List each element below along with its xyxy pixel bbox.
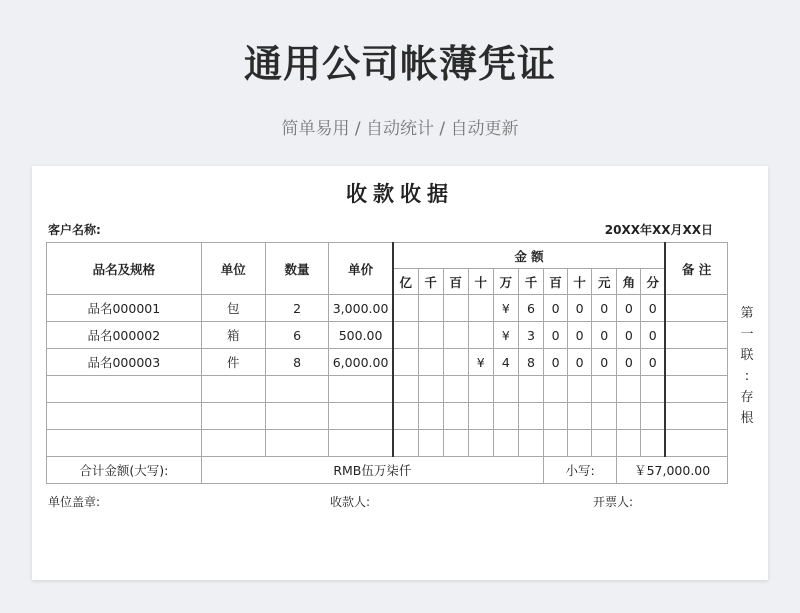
amount-digit-cell: 4 [493, 349, 518, 376]
price-cell: 3,000.00 [329, 295, 393, 322]
amount-digit-cell [592, 403, 617, 430]
copy-note-char: 一 [740, 327, 754, 342]
receipt-title: 收款收据 [346, 182, 454, 206]
copy-note [737, 303, 757, 429]
digit-header-cell: 十 [568, 269, 592, 295]
amount-digit-cell [443, 376, 468, 403]
amount-digit-cell: 0 [544, 322, 568, 349]
receipt-date: 20XX年XX月XX日 [604, 223, 713, 237]
amount-digit-cell [418, 295, 443, 322]
amount-digit-cell [568, 403, 592, 430]
unit-cell: 件 [201, 349, 265, 376]
amount-digit-cell [468, 430, 493, 457]
amount-digit-cell [518, 430, 543, 457]
amount-digit-cell: 0 [641, 295, 665, 322]
header-remark: 备 注 [665, 243, 727, 295]
amount-digit-cell: 0 [617, 295, 641, 322]
remark-cell [665, 376, 727, 403]
amount-digit-cell [493, 430, 518, 457]
amount-digit-cell [393, 322, 418, 349]
amount-digit-cell: 3 [518, 322, 543, 349]
amount-digit-cell: 0 [592, 349, 617, 376]
amount-digit-cell [393, 376, 418, 403]
amount-digit-cell [592, 376, 617, 403]
amount-digit-cell [418, 403, 443, 430]
amount-digit-cell: 0 [568, 322, 592, 349]
unit-cell: 箱 [201, 322, 265, 349]
header-item: 品名及规格 [47, 243, 202, 295]
item-cell: 品名000003 [47, 349, 202, 376]
qty-cell [265, 403, 328, 430]
amount-digit-cell [418, 349, 443, 376]
remark-cell [665, 403, 727, 430]
digit-header-cell: 千 [418, 269, 443, 295]
issuer-label: 开票人: [593, 495, 634, 509]
amount-digit-cell: 0 [617, 322, 641, 349]
amount-digit-cell: 0 [568, 349, 592, 376]
table-row [47, 376, 728, 403]
amount-digit-cell: ¥ [468, 349, 493, 376]
price-cell [329, 403, 393, 430]
amount-digit-cell [393, 295, 418, 322]
amount-digit-cell [418, 430, 443, 457]
digit-header-cell: 千 [518, 269, 543, 295]
amount-digit-cell [493, 403, 518, 430]
amount-digit-cell: 0 [641, 322, 665, 349]
copy-note-char: 存 [740, 390, 754, 405]
amount-digit-cell: 0 [544, 295, 568, 322]
total-row [47, 457, 728, 484]
header-qty: 数量 [265, 243, 328, 295]
amount-digit-cell: 0 [592, 295, 617, 322]
table-row [47, 349, 728, 376]
page-title: 通用公司帐薄凭证 [243, 42, 556, 86]
amount-digit-cell [568, 376, 592, 403]
item-cell [47, 403, 202, 430]
qty-cell [265, 376, 328, 403]
digit-header-cell: 百 [443, 269, 468, 295]
remark-cell [665, 349, 727, 376]
amount-digit-cell: 0 [641, 349, 665, 376]
amount-digit-cell [568, 430, 592, 457]
amount-digit-cell [443, 322, 468, 349]
subtotal-value: ￥57,000.00 [617, 457, 728, 484]
remark-cell [665, 295, 727, 322]
price-cell [329, 376, 393, 403]
total-uppercase: RMB伍万柒仟 [201, 457, 543, 484]
copy-note-char: 联 [740, 348, 754, 363]
digit-header-cell: 十 [468, 269, 493, 295]
digit-header-cell: 万 [493, 269, 518, 295]
remark-cell [665, 322, 727, 349]
price-cell [329, 430, 393, 457]
amount-digit-cell [592, 430, 617, 457]
amount-digit-cell [493, 376, 518, 403]
receipt-sheet [32, 166, 768, 580]
amount-digit-cell: ¥ [493, 322, 518, 349]
item-cell: 品名000001 [47, 295, 202, 322]
amount-digit-cell: 0 [617, 349, 641, 376]
digit-header-cell: 分 [641, 269, 665, 295]
total-label: 合计金额(大写): [47, 457, 202, 484]
unit-cell [201, 430, 265, 457]
amount-digit-cell [393, 430, 418, 457]
amount-digit-cell [617, 430, 641, 457]
amount-digit-cell: 6 [518, 295, 543, 322]
table-row [47, 295, 728, 322]
amount-digit-cell: 0 [568, 295, 592, 322]
page-subtitle: 简单易用 / 自动统计 / 自动更新 [281, 119, 519, 139]
amount-digit-cell [468, 403, 493, 430]
digit-header-cell: 百 [544, 269, 568, 295]
qty-cell: 6 [265, 322, 328, 349]
table-row [47, 430, 728, 457]
amount-digit-cell [393, 349, 418, 376]
amount-digit-cell [641, 403, 665, 430]
receipt-table [46, 242, 728, 484]
copy-note-char: : [744, 369, 750, 384]
seal-label: 单位盖章: [48, 495, 101, 509]
header-unit: 单位 [201, 243, 265, 295]
amount-digit-cell [641, 430, 665, 457]
amount-digit-cell [617, 376, 641, 403]
header-amount: 金 额 [393, 243, 665, 269]
table-row [47, 403, 728, 430]
table-row [47, 322, 728, 349]
qty-cell [265, 430, 328, 457]
unit-cell [201, 403, 265, 430]
remark-cell [665, 430, 727, 457]
qty-cell: 2 [265, 295, 328, 322]
digit-header-cell: 角 [617, 269, 641, 295]
copy-note-char: 根 [740, 411, 754, 426]
copy-note-char: 第 [740, 306, 754, 321]
amount-digit-cell [418, 376, 443, 403]
unit-cell [201, 376, 265, 403]
amount-digit-cell [544, 403, 568, 430]
item-cell [47, 430, 202, 457]
digit-header-cell: 元 [592, 269, 617, 295]
price-cell: 6,000.00 [329, 349, 393, 376]
amount-digit-cell [443, 295, 468, 322]
header-price: 单价 [329, 243, 393, 295]
unit-cell: 包 [201, 295, 265, 322]
qty-cell: 8 [265, 349, 328, 376]
digit-header-cell: 亿 [393, 269, 418, 295]
amount-digit-cell: 8 [518, 349, 543, 376]
customer-name-label: 客户名称: [48, 223, 101, 237]
item-cell [47, 376, 202, 403]
price-cell: 500.00 [329, 322, 393, 349]
amount-digit-cell [518, 376, 543, 403]
amount-digit-cell [393, 403, 418, 430]
amount-digit-cell [468, 295, 493, 322]
payee-label: 收款人: [330, 495, 371, 509]
amount-digit-cell: 0 [544, 349, 568, 376]
item-cell: 品名000002 [47, 322, 202, 349]
amount-digit-cell [468, 376, 493, 403]
amount-digit-cell [443, 349, 468, 376]
amount-digit-cell: ¥ [493, 295, 518, 322]
amount-digit-cell [443, 430, 468, 457]
amount-digit-cell [641, 376, 665, 403]
amount-digit-cell [443, 403, 468, 430]
subtotal-label: 小写: [544, 457, 617, 484]
amount-digit-cell: 0 [592, 322, 617, 349]
amount-digit-cell [544, 430, 568, 457]
amount-digit-cell [418, 322, 443, 349]
table-header-row [47, 243, 728, 269]
amount-digit-cell [544, 376, 568, 403]
amount-digit-cell [617, 403, 641, 430]
amount-digit-cell [518, 403, 543, 430]
amount-digit-cell [468, 322, 493, 349]
